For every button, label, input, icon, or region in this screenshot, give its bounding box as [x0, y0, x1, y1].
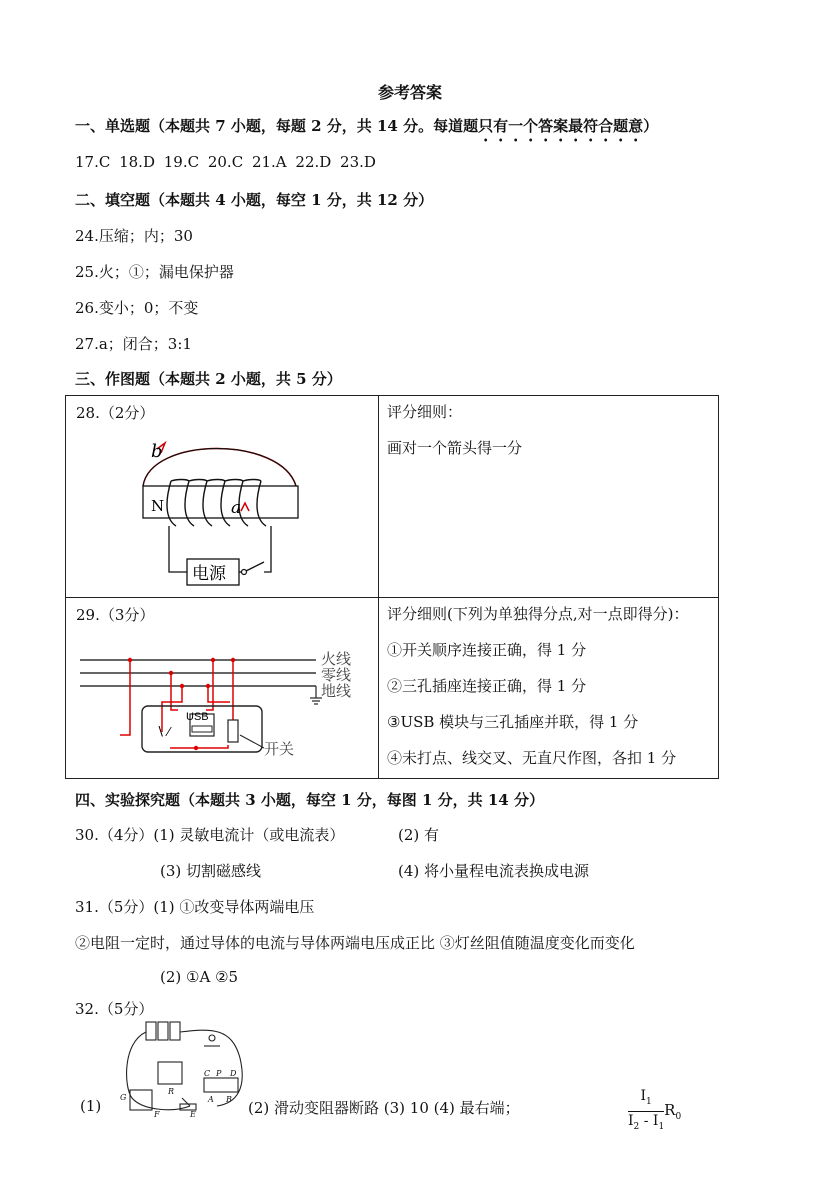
q29-rubric-item-1: ①开关顺序连接正确，得 1 分 [387, 641, 587, 659]
section-1-heading-emphasis: 只有一个答案最符合题意 [478, 117, 644, 135]
answer-27: 27.a；闭合；3:1 [75, 335, 192, 353]
field-line-arc-outline [143, 449, 296, 487]
row-q28 [66, 396, 719, 598]
answer-30-part1: 30.（4分）(1) 灵敏电流计（或电流表） [75, 826, 345, 844]
terminal-b: B [226, 1095, 232, 1104]
socket-symbol: ∖ ∕ [156, 724, 171, 739]
switch-contact [242, 570, 247, 575]
section-1-answers: 17.C 18.D 19.C 20.C 21.A 22.D 23.D [75, 153, 376, 171]
q28-rubric-cell [379, 396, 719, 598]
q28-label: 28.（2分） [76, 404, 155, 422]
experiment-circuit-sketch [112, 1018, 252, 1118]
q28-figure-cell [66, 396, 379, 598]
neutral-wire-label: 零线 [321, 667, 352, 684]
q28-rubric-text: 画对一个箭头得一分 [387, 439, 523, 457]
wire-left [169, 526, 187, 572]
label-n: N [151, 497, 165, 515]
household-circuit-diagram [78, 640, 378, 780]
q29-label: 29.（3分） [76, 606, 155, 624]
q29-rubric-item-4: ④未打点、线交叉、无直尺作图，各扣 1 分 [387, 749, 677, 767]
section-1-heading-end: ） [643, 117, 659, 135]
terminal-a: A [208, 1095, 214, 1104]
terminal-d: D [230, 1069, 237, 1078]
section-1-heading [75, 115, 658, 145]
live-wire-label: 火线 [321, 651, 352, 668]
ground-wire-label: 地线 [321, 683, 352, 700]
answer-32-label: 32.（5分） [75, 1000, 154, 1018]
supply-lines [80, 660, 316, 686]
q29-rubric-cell [379, 598, 719, 779]
answer-31-part1: 31.（5分）(1) ①改变导体两端电压 [75, 898, 315, 916]
answer-31-part2: ②电阻一定时，通过导体的电流与导体两端电压成正比 ③灯丝阻值随温度变化而变化 [75, 934, 635, 952]
answer-30-part4: (4) 将小量程电流表换成电源 [398, 862, 590, 880]
terminal-c: C [204, 1069, 211, 1078]
answer-31-part3: (2) ①A ②5 [160, 968, 239, 986]
terminal-p: P [216, 1069, 222, 1078]
terminal-g: G [120, 1093, 127, 1102]
label-a: a [231, 498, 242, 518]
formula-fraction [628, 1087, 664, 1136]
formula-denominator: $I_2 - I_1$ [628, 1112, 665, 1132]
formula-tail: $R_0$ [664, 1100, 682, 1122]
answer-30-part2: (2) 有 [398, 826, 440, 844]
answer-26: 26.变小；0；不变 [75, 299, 199, 317]
page-title: 参考答案 [377, 83, 442, 102]
drawing-answer-table [65, 395, 719, 779]
q28-rubric-title: 评分细则： [387, 403, 463, 421]
switch-toggle [228, 720, 238, 742]
wire-right [264, 526, 271, 572]
answer-25: 25.火；①；漏电保护器 [75, 263, 234, 281]
section-4-heading: 四、实验探究题（本题共 3 小题，每空 1 分，每图 1 分，共 14 分） [75, 791, 544, 809]
solenoid-diagram [121, 431, 421, 601]
answer-32-part1: (1) [80, 1097, 102, 1115]
formula-numerator: $I_1$ [628, 1087, 664, 1112]
power-source-label: 电源 [192, 564, 226, 584]
answer-32-formula [628, 1087, 681, 1136]
answer-32-rest: (2) 滑动变阻器断路 (3) 10 (4) 最右端； [248, 1099, 520, 1117]
switch-label: 开关 [264, 741, 295, 758]
row-q29 [66, 598, 719, 779]
q29-rubric-item-3: ③USB 模块与三孔插座并联，得 1 分 [387, 713, 639, 731]
section-1-heading-text: 一、单选题（本题共 7 小题，每题 2 分，共 14 分。每道题 [75, 117, 479, 135]
section-2-heading: 二、填空题（本题共 4 小题，每空 1 分，共 12 分） [75, 191, 434, 209]
q29-rubric-item-2: ②三孔插座连接正确，得 1 分 [387, 677, 587, 695]
q29-figure-cell [66, 598, 379, 779]
field-line-arc [143, 449, 296, 487]
answer-30-part3: (3) 切割磁感线 [160, 862, 262, 880]
usb-label: USB [186, 711, 209, 723]
terminal-f: F [154, 1110, 160, 1118]
section-3-heading: 三、作图题（本题共 2 小题，共 5 分） [75, 370, 342, 388]
answer-24: 24.压缩；内；30 [75, 227, 193, 245]
q29-rubric-title: 评分细则(下列为单独得分点,对一点即得分)： [387, 605, 689, 623]
label-b: b [151, 441, 163, 462]
switch-blade [246, 562, 264, 571]
terminal-e: E [190, 1110, 196, 1118]
terminal-r: R [168, 1087, 175, 1096]
